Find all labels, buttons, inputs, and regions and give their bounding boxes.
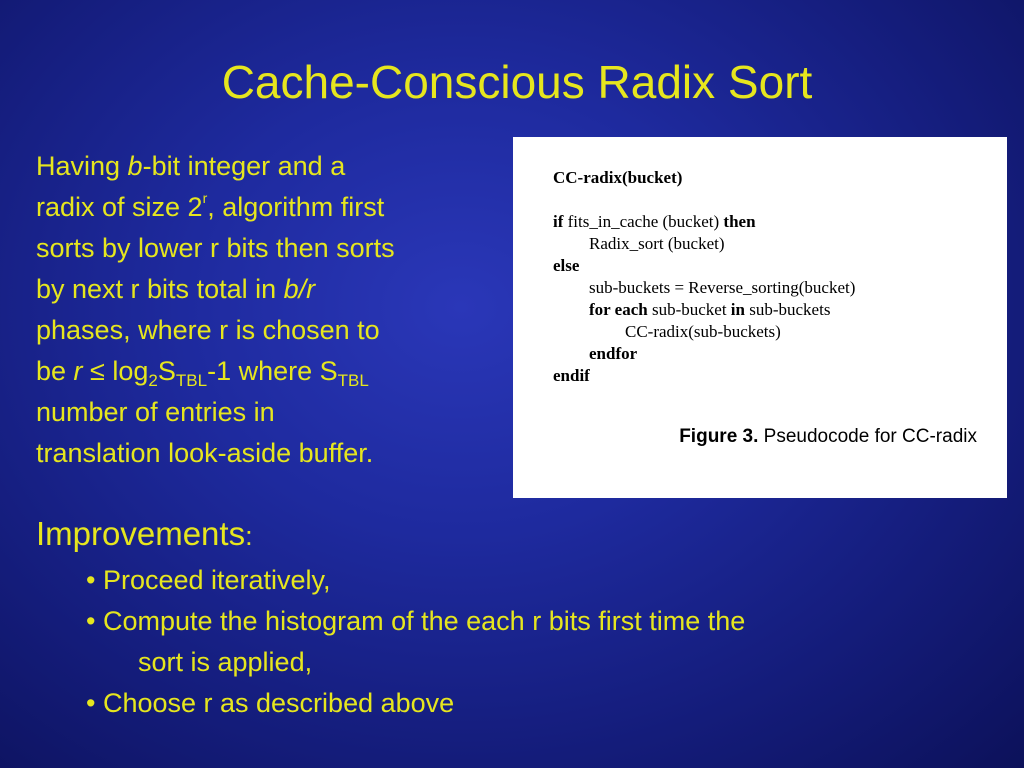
code-line-subbuckets: sub-buckets = Reverse_sorting(bucket) [589,278,856,297]
code-line-for-each [553,299,855,321]
code-blank-line [553,189,855,211]
code-line-endif [553,365,855,387]
text-span: , algorithm first [207,192,385,222]
figure-caption [679,426,977,448]
description-line-4 [36,269,506,310]
code-keyword-endif: endif [553,366,590,385]
subscript-2: 2 [148,371,158,390]
superscript-r: r [202,190,208,206]
italic-r: r [73,356,83,386]
text-span: radix of size 2 [36,192,203,222]
italic-b: b [127,151,143,181]
code-text: sub-bucket [647,300,731,319]
text-span: Having [36,151,128,181]
description-line-5: phases, where r is chosen to [36,315,380,345]
code-func-arg: bucket [627,168,677,187]
description-line-6 [36,351,506,392]
code-keyword-for-each: for each [589,300,648,319]
improvements-list [86,560,745,724]
code-text: fits_in_cache (bucket) [563,212,724,231]
text-span: ≤ log [82,356,149,386]
description-line-1 [36,146,506,187]
description-line-3: sorts by lower r bits then sorts [36,233,395,263]
text-span: S [157,356,176,386]
code-line-else [553,255,855,277]
code-keyword-endfor: endfor [589,344,638,363]
description-line-2 [36,187,506,228]
figure-caption-label: Figure 3. [679,426,759,447]
code-line-if [553,211,855,233]
code-keyword-in: in [730,300,745,319]
description-line-8: translation look-aside buffer. [36,438,374,468]
slide-title: Cache-Conscious Radix Sort [221,56,813,108]
text-span: -1 where S [207,356,338,386]
code-func-close: ) [676,168,683,187]
subscript-tbl: TBL [175,371,208,390]
text-span: be [36,356,74,386]
improvement-item-1: • Proceed iteratively, [86,565,331,595]
description-line-7: number of entries in [36,397,275,427]
code-line-recursive-call: CC-radix(sub-buckets) [625,322,781,341]
code-keyword-else: else [553,256,580,275]
improvement-item-2-continued: sort is applied, [138,647,313,677]
code-func-name: CC-radix( [553,168,628,187]
figure-caption-text: Pseudocode for CC-radix [758,426,977,447]
improvement-item-2: • Compute the histogram of the each r bits first time the [86,606,746,636]
code-text: sub-buckets [744,300,831,319]
improvements-heading [36,512,253,558]
code-keyword-then: then [723,212,756,231]
code-line-signature [553,167,855,189]
pseudocode-block [553,167,855,387]
description-text [36,146,506,474]
code-line-radix-sort: Radix_sort (bucket) [589,234,725,253]
text-span: -bit integer and a [142,151,346,181]
text-span: by next r bits total in [36,274,284,304]
pseudocode-figure [513,137,1007,498]
improvements-heading-colon: : [245,521,253,551]
improvements-heading-text: Improvements [36,515,246,552]
code-keyword-if: if [553,212,564,231]
code-line-endfor [553,343,855,365]
italic-br: b/r [283,274,316,304]
subscript-tbl: TBL [337,371,369,390]
improvement-item-3: • Choose r as described above [86,688,455,718]
